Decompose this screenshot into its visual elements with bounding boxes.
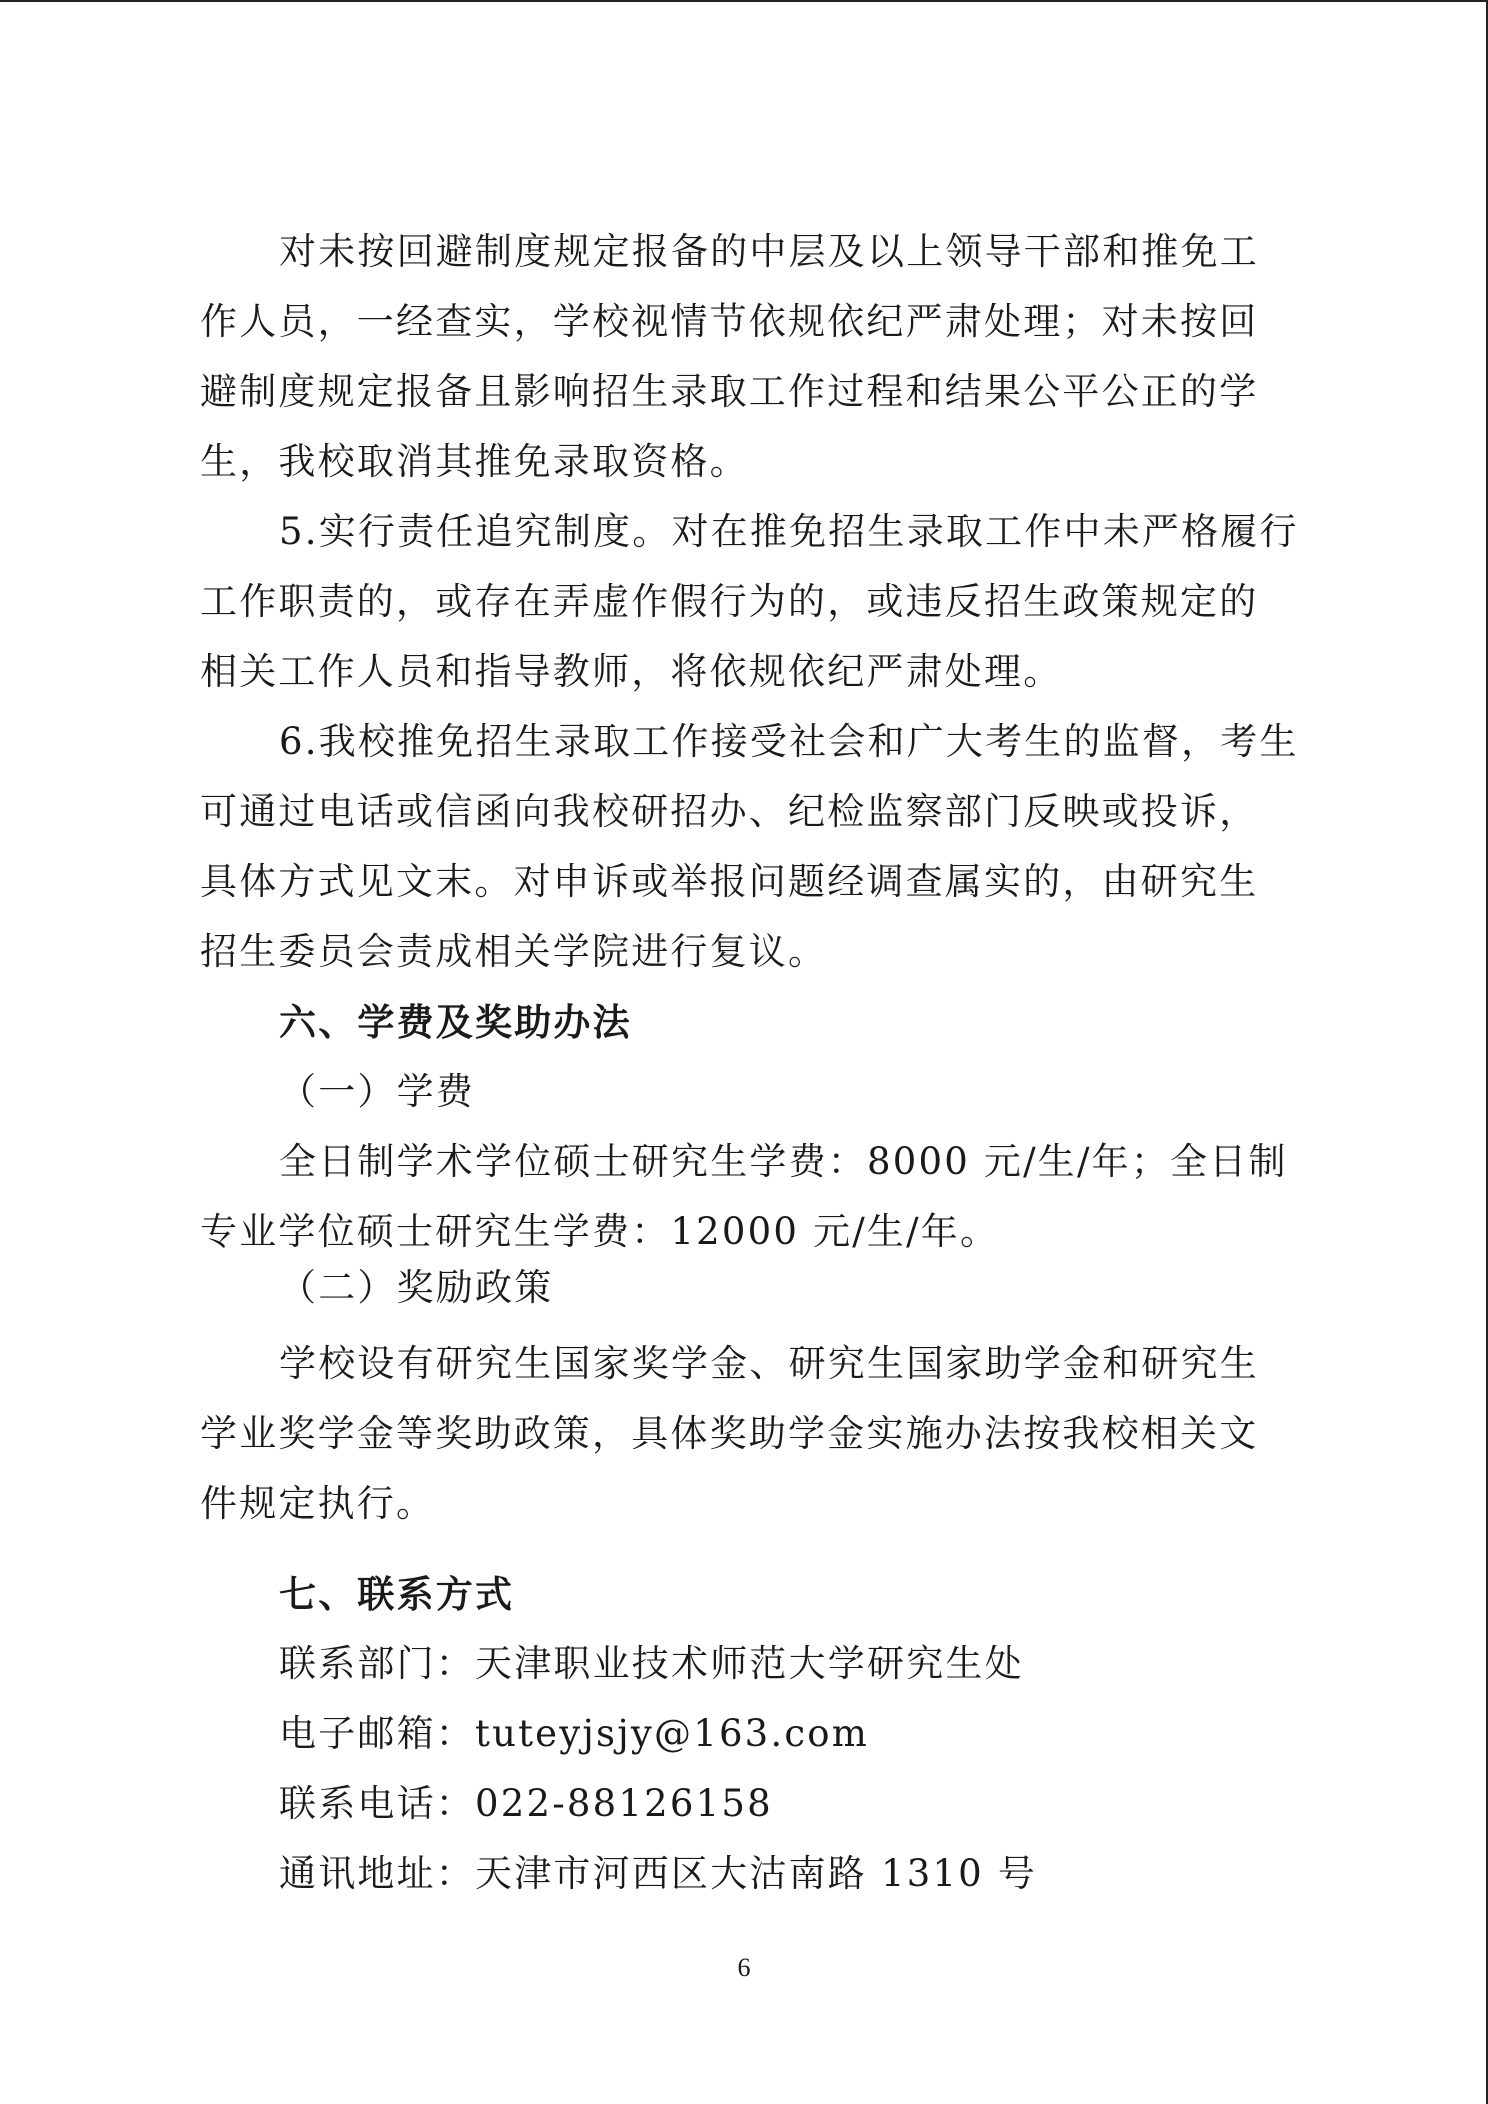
paragraph-supervision-line-2: 可通过电话或信函向我校研招办、纪检监察部门反映或投诉， xyxy=(200,790,1259,833)
paragraph-avoidance-line-3: 避制度规定报备且影响招生录取工作过程和结果公平公正的学 xyxy=(200,370,1259,413)
paragraph-awards-line-2: 学业奖学金等奖助政策，具体奖助学金实施办法按我校相关文 xyxy=(200,1412,1259,1455)
page-border-top xyxy=(0,0,1488,2)
paragraph-accountability-line-1: 5.实行责任追究制度。对在推免招生录取工作中未严格履行 xyxy=(279,510,1299,553)
paragraph-accountability-line-3: 相关工作人员和指导教师，将依规依纪严肃处理。 xyxy=(200,650,1063,693)
section-heading-tuition: 六、学费及奖助办法 xyxy=(279,1000,632,1044)
paragraph-supervision-line-4: 招生委员会责成相关学院进行复议。 xyxy=(200,930,828,973)
paragraph-accountability-line-2: 工作职责的，或存在弄虚作假行为的，或违反招生政策规定的 xyxy=(200,580,1259,623)
page-number: 6 xyxy=(737,1953,751,1982)
subheading-tuition: （一）学费 xyxy=(279,1070,475,1113)
contact-address: 通讯地址：天津市河西区大沽南路 1310 号 xyxy=(279,1852,1038,1895)
paragraph-supervision-line-1: 6.我校推免招生录取工作接受社会和广大考生的监督，考生 xyxy=(279,720,1299,763)
paragraph-avoidance-line-1: 对未按回避制度规定报备的中层及以上领导干部和推免工 xyxy=(279,230,1259,273)
contact-department: 联系部门：天津职业技术师范大学研究生处 xyxy=(279,1642,1024,1685)
paragraph-awards-line-1: 学校设有研究生国家奖学金、研究生国家助学金和研究生 xyxy=(279,1342,1259,1385)
paragraph-tuition-line-1: 全日制学术学位硕士研究生学费：8000 元/生/年；全日制 xyxy=(279,1140,1288,1183)
contact-phone: 联系电话：022-88126158 xyxy=(279,1782,773,1825)
contact-email: 电子邮箱：tuteyjsjy@163.com xyxy=(279,1712,870,1755)
paragraph-supervision-line-3: 具体方式见文末。对申诉或举报问题经调查属实的，由研究生 xyxy=(200,860,1259,903)
paragraph-awards-line-3: 件规定执行。 xyxy=(200,1482,436,1525)
paragraph-avoidance-line-4: 生，我校取消其推免录取资格。 xyxy=(200,440,749,483)
subheading-awards: （二）奖励政策 xyxy=(279,1266,554,1309)
paragraph-tuition-line-2: 专业学位硕士研究生学费：12000 元/生/年。 xyxy=(200,1210,1000,1253)
section-heading-contact: 七、联系方式 xyxy=(279,1572,515,1616)
paragraph-avoidance-line-2: 作人员，一经查实，学校视情节依规依纪严肃处理；对未按回 xyxy=(200,300,1259,343)
